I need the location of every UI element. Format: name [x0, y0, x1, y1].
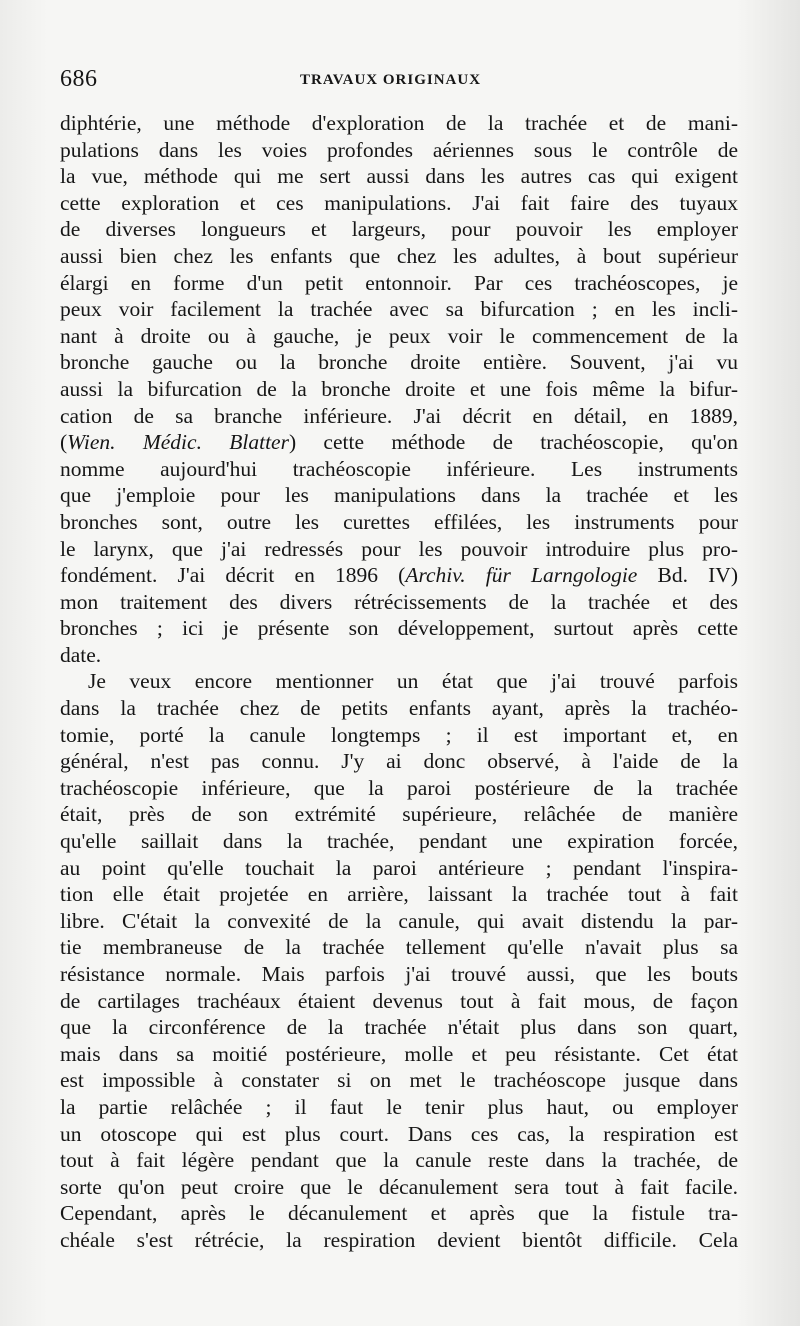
- text-line: mon traitement des divers rétrécissements de la trachée et des: [60, 589, 738, 614]
- text-line: chéale s'est rétrécie, la respiration devient bientôt difficile. Cela: [60, 1227, 738, 1252]
- text-line: tion elle était projetée en arrière, laissant la trachée tout à fait: [60, 882, 738, 907]
- text-line: nomme aujourd'hui trachéoscopie inférieure. Les instruments: [60, 456, 738, 481]
- text-line: un otoscope qui est plus court. Dans ces cas, la respiration est: [60, 1121, 738, 1146]
- text-line: de cartilages trachéaux étaient devenus tout à fait mous, de façon: [60, 988, 738, 1013]
- text-line: élargi en forme d'un petit entonnoir. Par ces trachéoscopes, je: [60, 270, 738, 295]
- text-line: le larynx, que j'ai redressés pour les pouvoir introduire plus pro-: [60, 536, 738, 561]
- text-line: trachéoscopie inférieure, que la paroi postérieure de la trachée: [60, 775, 738, 800]
- text-line: aussi bien chez les enfants que chez les adultes, à bout supérieur: [60, 243, 738, 268]
- text-line: que j'emploie pour les manipulations dans la trachée et les: [60, 483, 738, 508]
- text-line: libre. C'était la convexité de la canule, qui avait distendu la par-: [60, 908, 738, 933]
- running-head: TRAVAUX ORIGINAUX: [300, 72, 482, 88]
- text-line: diphtérie, une méthode d'exploration de la trachée et de mani-: [60, 111, 738, 135]
- text-line: nant à droite ou à gauche, je peux voir le commencement de la: [60, 323, 738, 348]
- text-line: pulations dans les voies profondes aériennes sous le contrôle de: [60, 137, 738, 162]
- italic-title: Wien. Médic. Blatter: [67, 430, 289, 455]
- text-line: bronches sont, outre les curettes effilées, les instruments pour: [60, 509, 738, 534]
- body-text: [60, 110, 738, 1254]
- text-line: peux voir facilement la trachée avec sa bifurcation ; en les incli-: [60, 297, 738, 322]
- text-line: fondément. J'ai décrit en 1896 (Archiv. für Larngologie Bd. IV): [60, 563, 738, 588]
- text-line: tie membraneuse de la trachée tellement qu'elle n'avait plus sa: [60, 935, 738, 960]
- text-line: qu'elle saillait dans la trachée, pendant une expiration forcée,: [60, 829, 738, 854]
- text-line: Cependant, après le décanulement et après que la fistule tra-: [60, 1201, 738, 1226]
- text-line: sorte qu'on peut croire que le décanulement sera tout à fait facile.: [60, 1174, 738, 1199]
- text-line: bronches ; ici je présente son développement, surtout après cette: [60, 616, 738, 641]
- text-line: au point qu'elle touchait la paroi antérieure ; pendant l'inspira-: [60, 855, 738, 880]
- text-line: cette exploration et ces manipulations. J'ai fait faire des tuyaux: [60, 190, 738, 215]
- page-number: 686: [60, 66, 98, 92]
- text-line: bronche gauche ou la bronche droite entière. Souvent, j'ai vu: [60, 350, 738, 375]
- text-line: de diverses longueurs et largeurs, pour pouvoir les employer: [60, 217, 738, 242]
- text-line: la partie relâchée ; il faut le tenir plus haut, ou employer: [60, 1094, 738, 1119]
- paragraph-2: [60, 668, 738, 1253]
- text-line: tomie, porté la canule longtemps ; il est important et, en: [60, 722, 738, 747]
- text-line: (Wien. Médic. Blatter) cette méthode de trachéoscopie, qu'on: [60, 430, 739, 455]
- text-line: date.: [60, 642, 102, 667]
- paragraph-1: [60, 110, 738, 668]
- text-line: général, n'est pas connu. J'y ai donc observé, à l'aide de la: [60, 749, 738, 774]
- page-header: [60, 66, 740, 96]
- text-line: mais dans sa moitié postérieure, molle et peu résistante. Cet état: [60, 1041, 738, 1066]
- text-line: dans la trachée chez de petits enfants ayant, après la trachéo-: [60, 696, 738, 721]
- text-line: que la circonférence de la trachée n'était plus dans son quart,: [60, 1015, 738, 1040]
- text-line: est impossible à constater si on met le trachéoscope jusque dans: [60, 1068, 738, 1093]
- text-line: résistance normale. Mais parfois j'ai trouvé aussi, que les bouts: [60, 962, 738, 986]
- text-line: cation de sa branche inférieure. J'ai décrit en détail, en 1889,: [60, 403, 738, 428]
- text-line: Je veux encore mentionner un état que j'ai trouvé parfois: [88, 669, 738, 694]
- text-line: était, près de son extrémité supérieure, relâchée de manière: [60, 802, 738, 827]
- text-line: tout à fait légère pendant que la canule reste dans la trachée, de: [60, 1148, 738, 1173]
- italic-title: Archiv. für Larngologie: [405, 563, 638, 588]
- text-line: aussi la bifurcation de la bronche droite et une fois même la bifur-: [60, 376, 738, 401]
- text-line: la vue, méthode qui me sert aussi dans les autres cas qui exigent: [60, 164, 738, 189]
